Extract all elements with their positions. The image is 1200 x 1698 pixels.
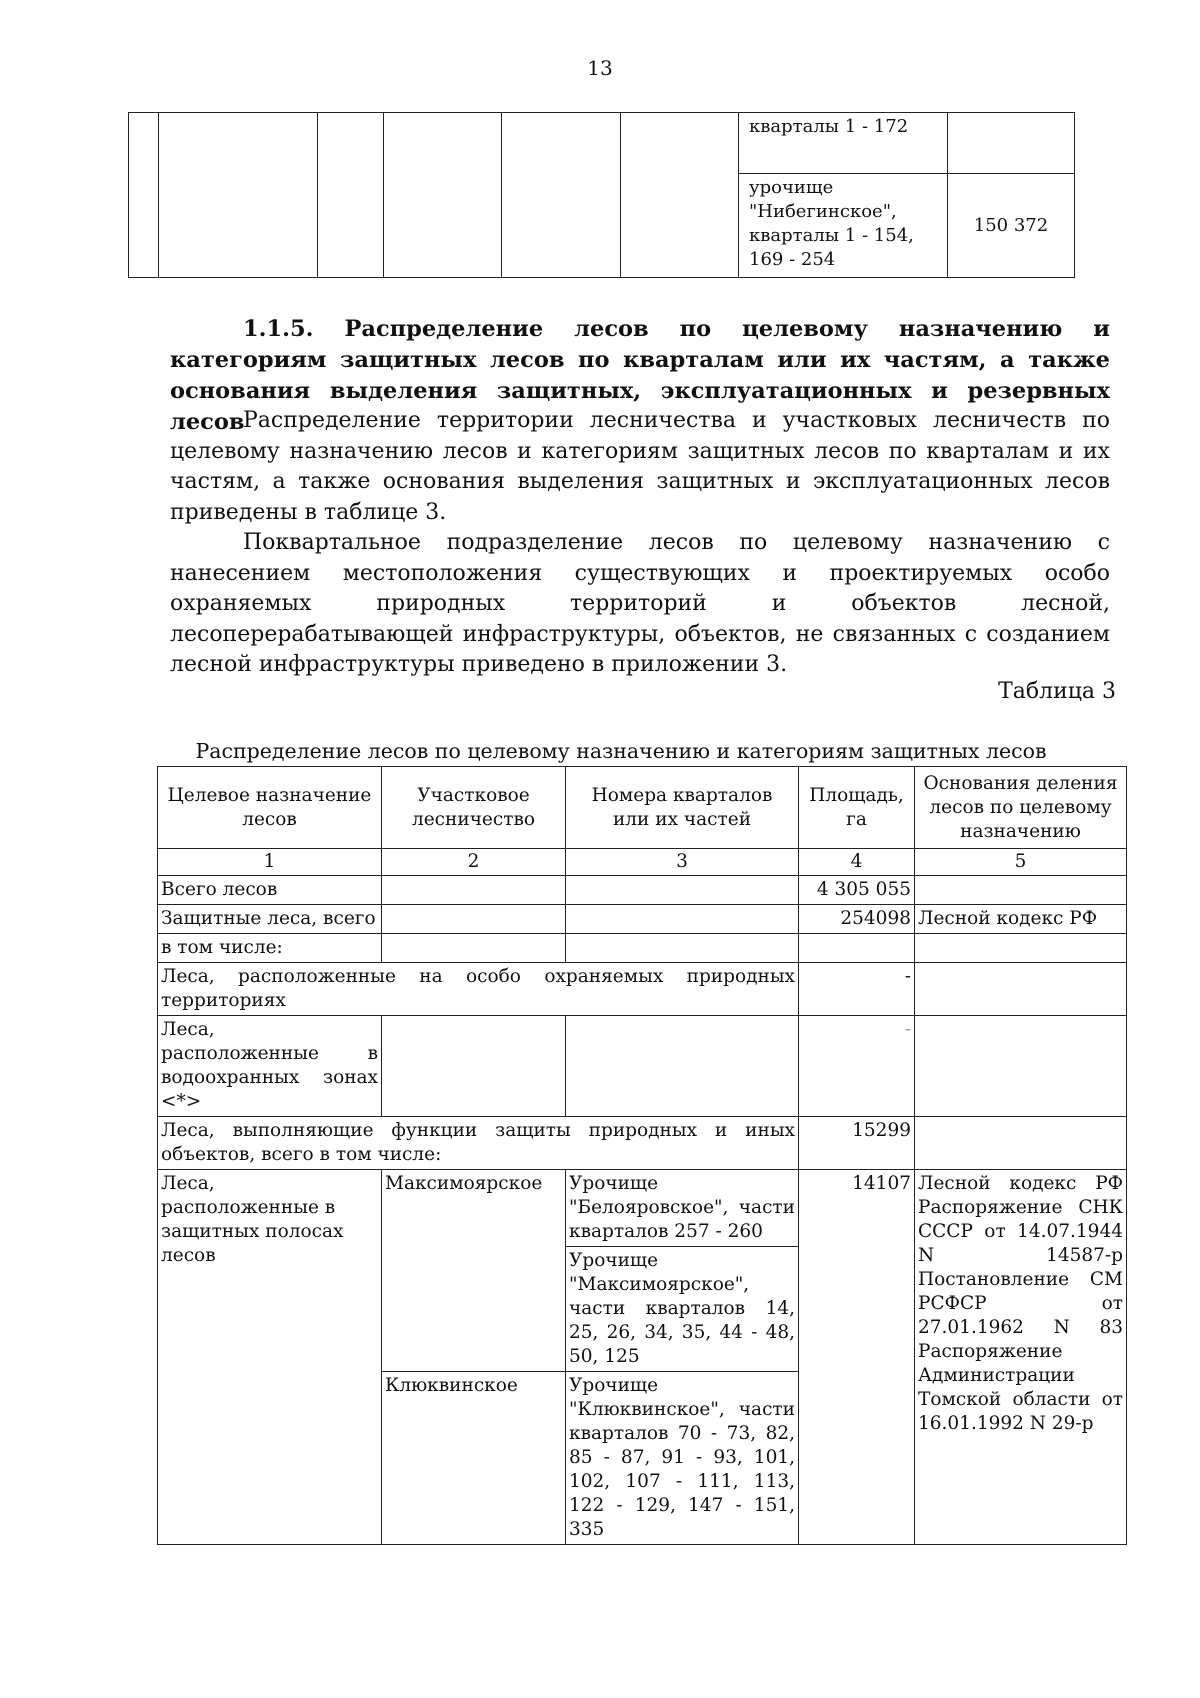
total-label: Всего лесов [158, 876, 382, 905]
table-row [158, 1117, 1127, 1170]
table-row [158, 1170, 1127, 1247]
area-cell: 150 372 [948, 174, 1075, 278]
column-number: 4 [799, 849, 915, 876]
section-heading: 1.1.5. Распределение лесов по целевому назначению и категориям защитных лесов по кварталам или их частям, а также основания выделения защитных, эксплуатационных и резервных лесов [170, 316, 1110, 435]
functions-area: 15299 [799, 1117, 915, 1170]
quarters-cell: урочище "Нибегинское", кварталы 1 - 154, 169 - 254 [739, 174, 948, 278]
quarters-part: Урочище "Белояровское", части кварталов 257 - 260 [566, 1170, 799, 1247]
oopt-label: Леса, расположенные на особо охраняемых природных территориях [158, 963, 799, 1016]
column-number: 3 [566, 849, 799, 876]
belts-label: Леса, расположенные в защитных полосах лесов [158, 1170, 382, 1545]
paragraph: Поквартальное подразделение лесов по целевому назначению с нанесением местоположения существующих и проектируемых особо охраняемых природных территорий и объектов лесной, лесоперерабатывающей инфраструктуры, объектов, не связанных с созданием лесной инфраструктуры приведено в приложении 3. [170, 530, 1110, 677]
quarters-part: Урочище "Максимоярское", части кварталов 14, 25, 26, 34, 35, 44 - 48, 50, 125 [566, 1247, 799, 1372]
header-row [158, 767, 1127, 849]
protective-area: 254098 [799, 905, 915, 934]
table-row [129, 113, 1075, 174]
column-header: Участковое лесничество [382, 767, 566, 849]
paragraph: Распределение территории лесничества и участковых лесничеств по целевому назначению лесов и категориям защитных лесов по кварталам и их частям, а также основания выделения защитных и эксплуатационных лесов приведены в таблице 3. [170, 408, 1110, 525]
continuation-table [128, 112, 1075, 278]
forestry-name: Максимоярское [382, 1170, 566, 1372]
table-row [158, 905, 1127, 934]
area-cell [948, 113, 1075, 174]
column-header: Площадь, га [799, 767, 915, 849]
table-row [158, 1016, 1127, 1117]
column-header: Основания деления лесов по целевому назначению [915, 767, 1127, 849]
belts-area: 14107 [799, 1170, 915, 1545]
quarters-part: Урочище "Клюквинское", части кварталов 70 - 73, 82, 85 - 87, 91 - 93, 101, 102, 107 - 111, 113, 122 - 129, 147 - 151, 335 [566, 1372, 799, 1545]
column-number: 2 [382, 849, 566, 876]
table-row [158, 963, 1127, 1016]
table-label: Таблица 3 [998, 679, 1116, 704]
table-caption: Распределение лесов по целевому назначению и категориям защитных лесов [195, 739, 1047, 763]
functions-label: Леса, выполняющие функции защиты природных и иных объектов, всего в том числе: [158, 1117, 799, 1170]
water-label: Леса, расположенные в водоохранных зонах <*> [158, 1016, 382, 1117]
protective-label: Защитные леса, всего [158, 905, 382, 934]
table-row [158, 934, 1127, 963]
column-header: Целевое назначение лесов [158, 767, 382, 849]
column-header: Номера кварталов или их частей [566, 767, 799, 849]
protective-basis: Лесной кодекс РФ [915, 905, 1127, 934]
page-number: 13 [587, 56, 613, 80]
forestry-name: Клюквинское [382, 1372, 566, 1545]
column-number-row [158, 849, 1127, 876]
total-area: 4 305 055 [799, 876, 915, 905]
forest-distribution-table [157, 766, 1127, 1545]
quarters-cell: кварталы 1 - 172 [739, 113, 948, 174]
table-row [158, 876, 1127, 905]
column-number: 5 [915, 849, 1127, 876]
column-number: 1 [158, 849, 382, 876]
belts-basis: Лесной кодекс РФ Распоряжение СНК СССР от 14.07.1944 N 14587-р Постановление СМ РСФСР от 27.01.1962 N 83 Распоряжение Администрации Томской области от 16.01.1992 N 29-р [915, 1170, 1127, 1545]
water-area: - [799, 1016, 915, 1117]
including-label: в том числе: [158, 934, 382, 963]
oopt-area: - [799, 963, 915, 1016]
